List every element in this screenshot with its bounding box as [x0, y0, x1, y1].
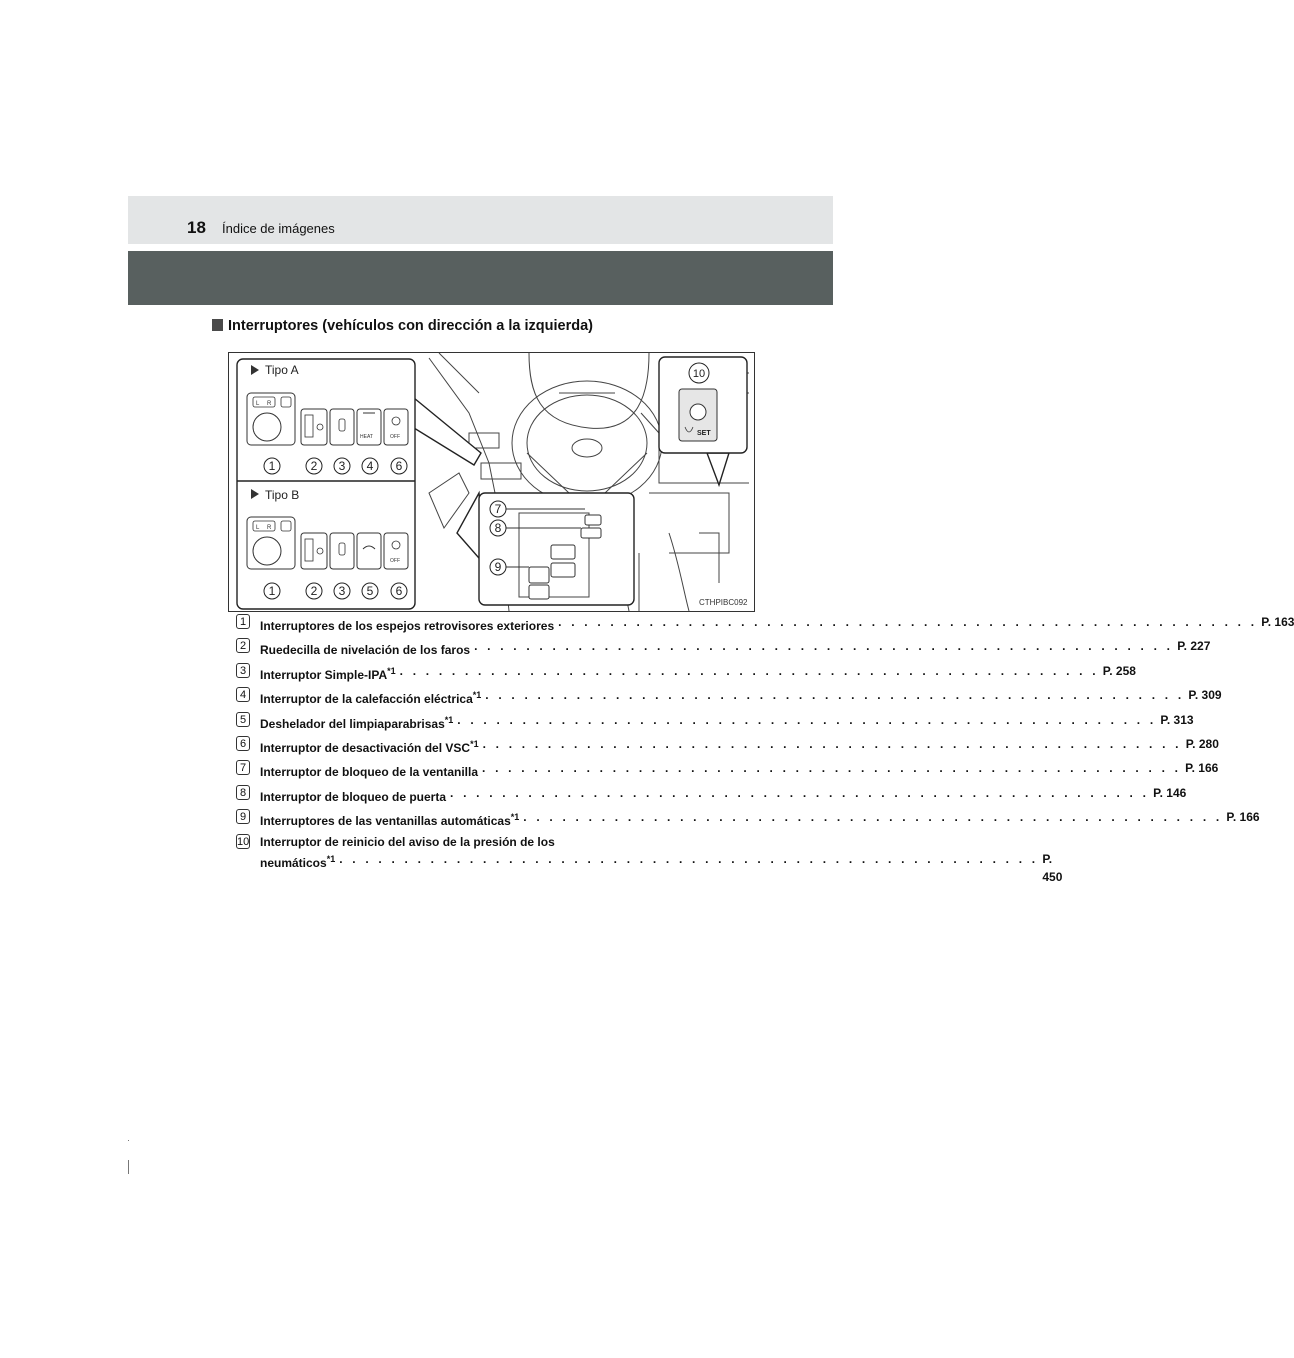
svg-text:L: L — [256, 401, 260, 407]
tire-pressure-reset-panel — [659, 357, 747, 453]
item-label: Interruptor de bloqueo de la ventanilla — [260, 765, 479, 780]
svg-text:L: L — [256, 525, 260, 531]
item-label: Interruptor de desactivación del VSC$^{*1}$ — [260, 738, 479, 755]
item-number-badge: 3 — [236, 663, 250, 678]
margin-tick — [128, 1160, 129, 1174]
dot-leader: . . . . . . . . . . . . . . . . . . . . . . . . . . . . . . . . . . . . . . . . . . . . . . . . . . . . . . — [450, 785, 1150, 800]
figure-code: CTHPIBC092 — [699, 598, 748, 607]
margin-tick — [128, 1140, 129, 1141]
item-number-badge: 10 — [237, 835, 250, 848]
item-list — [236, 614, 1294, 884]
dot-leader: . . . . . . . . . . . . . . . . . . . . . . . . . . . . . . . . . . . . . . . . . . . . . . . . . . . . . . — [482, 761, 1182, 776]
dot-leader: . . . . . . . . . . . . . . . . . . . . . . . . . . . . . . . . . . . . . . . . . . . . . . . . . . . . . . — [523, 810, 1223, 825]
item-label: Interruptor de reinicio del aviso de la presión de los — [260, 834, 555, 849]
svg-text:1: 1 — [268, 584, 276, 598]
item-number-badge: 4 — [236, 687, 250, 702]
list-item — [236, 809, 1260, 833]
page-reference[interactable]: P. 146 — [1153, 785, 1187, 800]
dot-leader: . . . . . . . . . . . . . . . . . . . . . . . . . . . . . . . . . . . . . . . . . . . . . . . . . . . . . . — [558, 615, 1258, 629]
svg-text:HEAT: HEAT — [360, 434, 373, 440]
dot-leader: . . . . . . . . . . . . . . . . . . . . . . . . . . . . . . . . . . . . . . . . . . . . . . . . . . . . . . — [474, 639, 1174, 654]
dark-banner — [128, 251, 833, 305]
item-label: Interruptor de la calefacción eléctrica$^{*1}$ — [260, 690, 482, 707]
item-number-badge: 5 — [236, 712, 250, 727]
tipo-a-panel — [237, 359, 415, 609]
list-item — [236, 785, 1187, 809]
page-reference[interactable]: P. 227 — [1177, 639, 1211, 654]
page-reference[interactable]: P. 309 — [1188, 688, 1222, 703]
svg-text:2: 2 — [310, 459, 318, 473]
svg-text:R: R — [267, 525, 272, 531]
switches-illustration — [228, 352, 755, 612]
item-number-badge: 1 — [236, 614, 250, 629]
svg-text:2: 2 — [310, 584, 318, 598]
header-bar — [128, 196, 833, 244]
page-reference[interactable]: P. 313 — [1160, 712, 1194, 727]
item-number-badge: 8 — [236, 785, 250, 800]
page-reference[interactable]: P. 450 — [1042, 851, 1063, 884]
page-title: Índice de imágenes — [222, 221, 335, 236]
dot-leader: . . . . . . . . . . . . . . . . . . . . . . . . . . . . . . . . . . . . . . . . . . . . . . . . . . . . . . — [457, 712, 1157, 727]
svg-text:3: 3 — [338, 584, 346, 598]
item-number-badge: 9 — [236, 809, 250, 824]
page-reference[interactable]: P. 258 — [1102, 663, 1136, 678]
dot-leader: . . . . . . . . . . . . . . . . . . . . . . . . . . . . . . . . . . . . . . . . . . . . . . . . . . . . . . — [482, 736, 1182, 751]
list-item — [236, 834, 1063, 884]
item-label: Interruptores de las ventanillas automáticas$^{*1}$ — [260, 812, 520, 829]
dot-leader: . . . . . . . . . . . . . . . . . . . . . . . . . . . . . . . . . . . . . . . . . . . . . . . . . . . . . . — [485, 688, 1185, 703]
svg-text:4: 4 — [366, 459, 374, 473]
item-label: Deshelador del limpiaparabrisas$^{*1}$ — [260, 714, 454, 731]
svg-text:OFF: OFF — [390, 434, 400, 440]
svg-text:9: 9 — [494, 560, 502, 574]
svg-text:8: 8 — [494, 521, 502, 535]
tipo-a-label: Tipo A — [265, 363, 299, 377]
dot-leader: . . . . . . . . . . . . . . . . . . . . . . . . . . . . . . . . . . . . . . . . . . . . . . . . . . . . . . — [399, 663, 1099, 678]
tipo-b-label: Tipo B — [265, 488, 300, 502]
svg-text:R: R — [267, 401, 272, 407]
svg-text:1: 1 — [268, 459, 276, 473]
svg-text:6: 6 — [395, 584, 403, 598]
list-item — [236, 760, 1219, 784]
page-reference[interactable]: P. 166 — [1226, 810, 1260, 825]
section-title: Interruptores (vehículos con dirección a la izquierda) — [228, 318, 593, 334]
item-label: Interruptores de los espejos retrovisores exteriores — [260, 619, 555, 633]
item-number-badge: 7 — [236, 760, 250, 775]
svg-text:3: 3 — [338, 459, 346, 473]
list-item — [236, 736, 1219, 760]
list-item — [236, 712, 1194, 736]
page-number: 18 — [187, 218, 206, 237]
svg-text:OFF: OFF — [390, 558, 400, 564]
item-number-badge: 6 — [236, 736, 250, 751]
svg-text:10: 10 — [692, 368, 706, 380]
item-label: neumáticos$^{*1}$ — [260, 853, 336, 870]
list-item — [236, 638, 1211, 662]
page-reference[interactable]: P. 280 — [1185, 736, 1219, 751]
list-item — [236, 687, 1222, 711]
svg-text:SET: SET — [697, 430, 711, 437]
svg-text:5: 5 — [366, 584, 374, 598]
item-label: Interruptor de bloqueo de puerta — [260, 789, 447, 804]
svg-text:7: 7 — [494, 502, 502, 516]
list-item — [236, 614, 1294, 638]
item-number-badge: 2 — [236, 638, 250, 653]
dot-leader: . . . . . . . . . . . . . . . . . . . . . . . . . . . . . . . . . . . . . . . . . . . . . . . . . . . . . . — [339, 851, 1039, 866]
item-label: Ruedecilla de nivelación de los faros — [260, 643, 471, 658]
page-reference[interactable]: P. 163 — [1261, 615, 1294, 629]
svg-text:6: 6 — [395, 459, 403, 473]
list-item — [236, 663, 1136, 687]
section-square-icon — [212, 319, 223, 331]
page-reference[interactable]: P. 166 — [1185, 761, 1219, 776]
item-label: Interruptor Simple-IPA$^{*1}$ — [260, 665, 396, 682]
